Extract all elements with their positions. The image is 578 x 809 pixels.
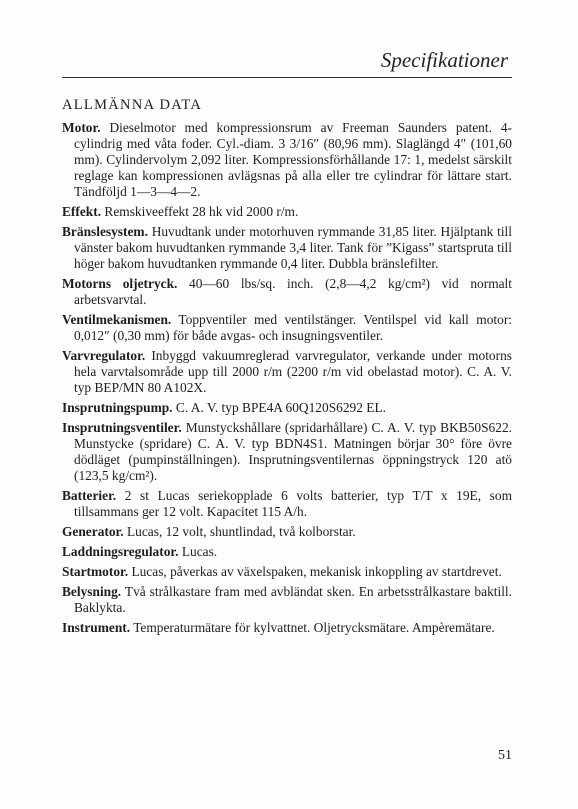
spec-term: Motor. <box>62 120 101 135</box>
spec-text: Munstyckshållare (spridarhållare) C. A. V. typ BKB50S622. Munstycke (spridare) C. A. V. typ BDN4S1. Matningen börjar 30° före övre dödläget (pumpinställningen). Insprutningsventilernas öppningstryck 120 atö (123,5 kg/cm²). <box>74 420 512 483</box>
spec-entry-laddningsregulator <box>62 544 512 560</box>
spec-entry-bransle <box>62 224 512 272</box>
spec-term: Varvregulator. <box>62 348 146 363</box>
spec-text: Lucas. <box>181 544 218 559</box>
spec-text: Remskiveeffekt 28 hk vid 2000 r/m. <box>104 204 299 219</box>
spec-text: 40—60 lbs/sq. inch. (2,8—4,2 kg/cm²) vid normalt arbetsvarvtal. <box>74 276 512 307</box>
running-head: Specifikationer <box>380 48 508 72</box>
spec-text: Huvudtank under motorhuven rymmande 31,85 liter. Hjälptank till vänster bakom huvudtanken rymmande 3,4 liter. Tank för ”Kigass” startspruta till höger bakom huvudtanken rymmande 0,4 liter. Dubbla bränslefilter. <box>74 224 512 271</box>
spec-term: Insprutningspump. <box>62 400 173 415</box>
spec-term: Batterier. <box>62 488 117 503</box>
spec-term: Bränslesystem. <box>62 224 148 239</box>
spec-term: Motorns oljetryck. <box>62 276 178 291</box>
spec-entry-varvregulator <box>62 348 512 396</box>
spec-text: Dieselmotor med kompressionsrum av Freeman Saunders patent. 4-cylindrig med våta foder. Cyl.-diam. 3 3/16″ (80,96 mm). Slaglängd 4″ (101,60 mm). Cylindervolym 2,092 liter. Kompressionsförhållande 17: 1, medelst särskilt reglage kan kompressionen avlägsnas på alla eller tre cylindrar för lättare start. Tändföljd 1—3—4—2. <box>74 120 512 199</box>
spec-entry-startmotor <box>62 564 512 580</box>
spec-term: Generator. <box>62 524 124 539</box>
spec-term: Insprutningsventiler. <box>62 420 182 435</box>
spec-text: Temperaturmätare för kylvattnet. Oljetrycksmätare. Ampèremätare. <box>133 620 495 635</box>
spec-term: Belysning. <box>62 584 122 599</box>
spec-entry-effekt <box>62 204 512 220</box>
spec-term: Ventilmekanismen. <box>62 312 172 327</box>
spec-entry-insprutningsventiler <box>62 420 512 484</box>
spec-term: Instrument. <box>62 620 131 635</box>
spec-entry-batterier <box>62 488 512 520</box>
spec-text: Inbyggd vakuumreglerad varvregulator, verkande under motorns hela varvtalsområde upp till 2000 r/m (2200 r/m vid obelastad motor). C. A. V. typ BEP/MN 80 A102X. <box>74 348 512 395</box>
spec-text: C. A. V. typ BPE4A 60Q120S6292 EL. <box>175 400 386 415</box>
spec-entry-motor <box>62 120 512 200</box>
spec-entry-insprutningspump <box>62 400 512 416</box>
section-title: ALLMÄNNA DATA <box>62 97 203 113</box>
spec-text: Toppventiler med ventilstänger. Ventilspel vid kall motor: 0,012″ (0,30 mm) för både avgas- och insugningsventiler. <box>74 312 512 343</box>
spec-term: Startmotor. <box>62 564 129 579</box>
spec-text: Lucas, 12 volt, shuntlindad, två kolborstar. <box>126 524 356 539</box>
page-number: 51 <box>498 748 512 763</box>
spec-text: 2 st Lucas seriekopplade 6 volts batterier, typ T/T x 19E, som tillsammans ger 12 volt. Kapacitet 115 A/h. <box>74 488 512 519</box>
spec-entry-belysning <box>62 584 512 616</box>
header-rule <box>62 77 512 78</box>
spec-text: Lucas, påverkas av växelspaken, mekanisk inkoppling av startdrevet. <box>131 564 502 579</box>
spec-entry-generator <box>62 524 512 540</box>
spec-text: Två strålkastare fram med avbländat sken. En arbetsstrålkastare baktill. Baklykta. <box>74 584 512 615</box>
spec-entry-ventilmekanism <box>62 312 512 344</box>
specification-list <box>62 120 512 640</box>
spec-term: Effekt. <box>62 204 102 219</box>
spec-entry-instrument <box>62 620 512 636</box>
spec-entry-oljetryck <box>62 276 512 308</box>
spec-term: Laddningsregulator. <box>62 544 179 559</box>
